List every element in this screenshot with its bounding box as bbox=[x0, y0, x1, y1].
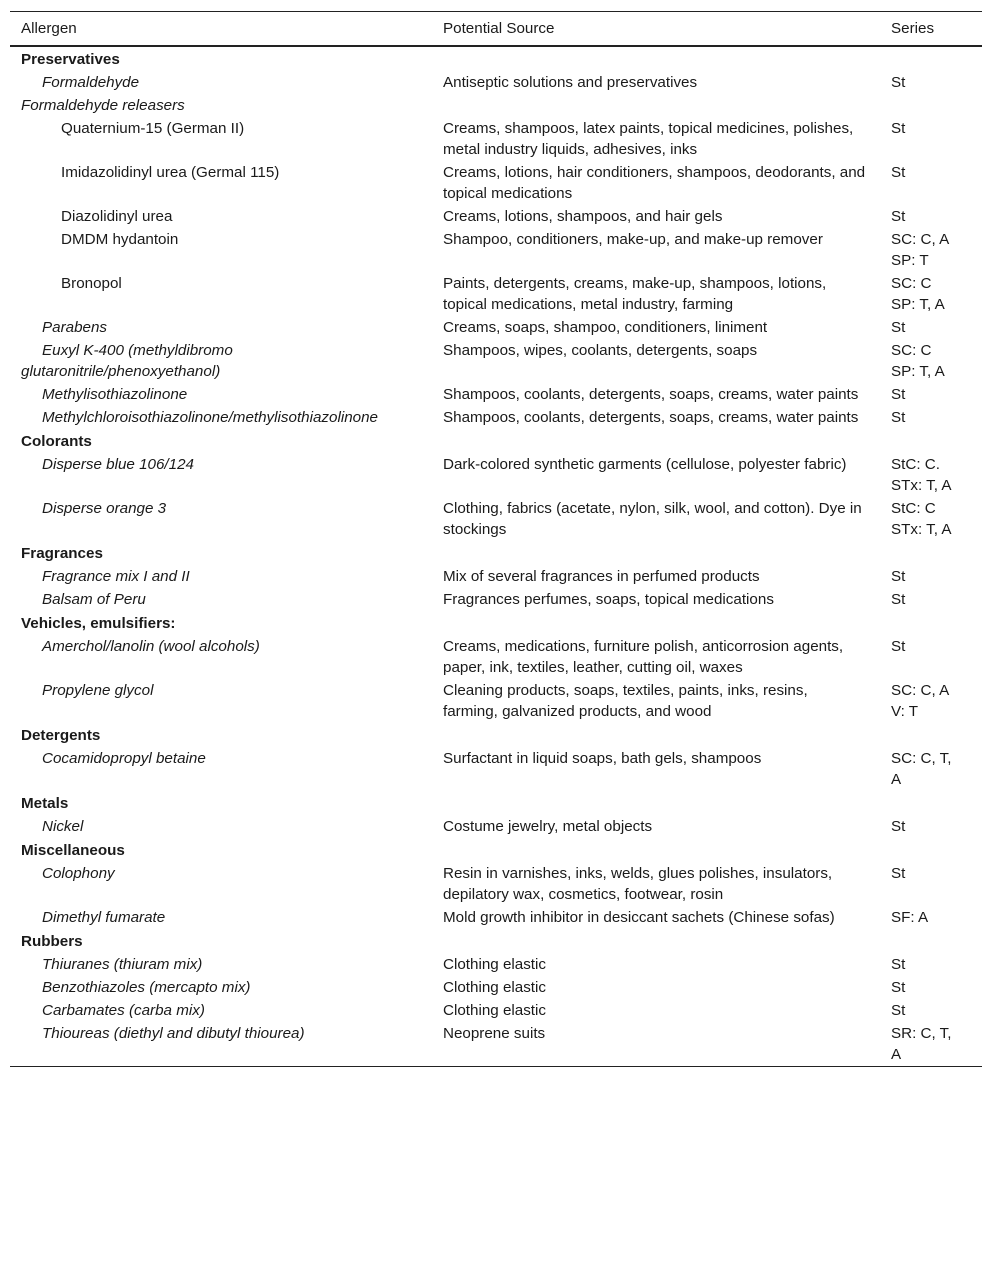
source-cell: Neoprene suits bbox=[432, 1022, 890, 1067]
series-cell bbox=[890, 383, 982, 406]
category-label: Detergents bbox=[21, 727, 101, 744]
table-row bbox=[10, 228, 982, 272]
table-row bbox=[10, 635, 982, 679]
series-cell bbox=[890, 272, 982, 316]
series-cell bbox=[890, 635, 982, 679]
source-cell: Creams, medications, furniture polish, anticorrosion agents, paper, ink, textiles, leather, cutting oil, waxes bbox=[443, 638, 844, 676]
source-cell: Clothing, fabrics (acetate, nylon, silk, wool, and cotton). Dye in stockings bbox=[443, 500, 862, 538]
source-cell: Surfactant in liquid soaps, bath gels, shampoos bbox=[443, 750, 762, 767]
allergen-cell: Disperse blue 106/124 bbox=[42, 456, 194, 473]
table-row bbox=[10, 71, 982, 94]
source-cell: Creams, shampoos, latex paints, topical medicines, polishes, metal industry liquids, adhesives, inks bbox=[443, 120, 854, 158]
series-line: StC: C bbox=[891, 500, 936, 517]
category-label: Preservatives bbox=[21, 51, 120, 68]
allergen-cell: Formaldehyde bbox=[42, 74, 140, 91]
series-cell bbox=[890, 453, 982, 497]
series-line: SP: T, A bbox=[891, 363, 945, 380]
series-line: SC: C, A bbox=[891, 682, 950, 699]
series-line: SC: C bbox=[891, 342, 932, 359]
source-cell: Dark-colored synthetic garments (cellulose, polyester fabric) bbox=[443, 456, 847, 473]
allergen-cell: Thiuranes (thiuram mix) bbox=[42, 956, 203, 973]
table-row bbox=[10, 815, 982, 838]
allergen-cell: Colophony bbox=[42, 865, 115, 882]
header-potential-source: Potential Source bbox=[432, 12, 890, 47]
series-line: SR: C, T, A bbox=[891, 1025, 952, 1063]
table-row bbox=[10, 453, 982, 497]
category-row bbox=[10, 929, 982, 953]
source-cell: Mix of several fragrances in perfumed products bbox=[443, 568, 760, 585]
series-line: SP: T, A bbox=[891, 296, 945, 313]
series-cell bbox=[890, 815, 982, 838]
series-line: V: T bbox=[891, 703, 919, 720]
source-cell: Shampoos, coolants, detergents, soaps, creams, water paints bbox=[443, 409, 859, 426]
series-line: SC: C bbox=[891, 275, 932, 292]
category-label: Colorants bbox=[21, 433, 92, 450]
series-line: StC: C. bbox=[891, 456, 940, 473]
series-cell bbox=[890, 747, 982, 791]
series-cell bbox=[890, 228, 982, 272]
table-row bbox=[10, 999, 982, 1022]
allergen-cell: Methylchloroisothiazolinone/methylisothiazolinone bbox=[42, 409, 379, 426]
allergen-cell: Diazolidinyl urea bbox=[61, 208, 173, 225]
category-label: Metals bbox=[21, 795, 69, 812]
subcategory-label: Formaldehyde releasers bbox=[21, 97, 185, 114]
series-cell bbox=[890, 906, 982, 929]
series-line: STx: T, A bbox=[891, 477, 952, 494]
table-row bbox=[10, 565, 982, 588]
table-row bbox=[10, 339, 982, 383]
source-cell: Shampoos, wipes, coolants, detergents, soaps bbox=[443, 342, 758, 359]
table-row bbox=[10, 747, 982, 791]
category-label: Fragrances bbox=[21, 545, 103, 562]
category-row bbox=[10, 791, 982, 815]
allergen-cell: Balsam of Peru bbox=[42, 591, 146, 608]
table-header-row bbox=[10, 12, 982, 47]
table-row bbox=[10, 406, 982, 429]
table-row bbox=[10, 1022, 982, 1067]
source-cell: Resin in varnishes, inks, welds, glues polishes, insulators, depilatory wax, cosmetics, footwear, rosin bbox=[443, 865, 833, 903]
table-row bbox=[10, 862, 982, 906]
table-body bbox=[10, 46, 982, 1067]
series-cell bbox=[890, 953, 982, 976]
series-cell bbox=[890, 999, 982, 1022]
series-cell bbox=[890, 497, 982, 541]
series-line: SC: C, A bbox=[891, 231, 950, 248]
series-line: St bbox=[891, 818, 906, 835]
series-line: St bbox=[891, 409, 906, 426]
allergen-cell: Disperse orange 3 bbox=[42, 500, 167, 517]
category-row bbox=[10, 611, 982, 635]
allergen-cell: Carbamates (carba mix) bbox=[42, 1002, 205, 1019]
series-cell bbox=[890, 976, 982, 999]
series-line: St bbox=[891, 591, 906, 608]
allergen-cell: Quaternium-15 (German II) bbox=[61, 120, 245, 137]
allergen-table-container bbox=[10, 11, 982, 1269]
allergen-cell: Parabens bbox=[42, 319, 108, 336]
allergen-cell: Dimethyl fumarate bbox=[42, 909, 166, 926]
source-cell: Antiseptic solutions and preservatives bbox=[443, 74, 698, 91]
category-row bbox=[10, 46, 982, 71]
table-row bbox=[10, 953, 982, 976]
category-row bbox=[10, 429, 982, 453]
source-cell: Clothing elastic bbox=[443, 1002, 546, 1019]
allergen-cell: Fragrance mix I and II bbox=[42, 568, 190, 585]
category-row bbox=[10, 541, 982, 565]
source-cell: Creams, lotions, shampoos, and hair gels bbox=[443, 208, 723, 225]
series-cell bbox=[890, 161, 982, 205]
source-cell: Cleaning products, soaps, textiles, paints, inks, resins, farming, galvanized products, and wood bbox=[443, 682, 808, 720]
allergen-cell: Bronopol bbox=[61, 275, 122, 292]
series-line: St bbox=[891, 1002, 906, 1019]
allergen-table bbox=[10, 11, 982, 1067]
table-row bbox=[10, 117, 982, 161]
allergen-cell: Amerchol/lanolin (wool alcohols) bbox=[42, 638, 260, 655]
series-cell bbox=[890, 205, 982, 228]
table-row bbox=[10, 906, 982, 929]
allergen-cell: DMDM hydantoin bbox=[61, 231, 179, 248]
source-cell: Shampoos, coolants, detergents, soaps, creams, water paints bbox=[443, 386, 859, 403]
series-cell bbox=[890, 588, 982, 611]
series-cell bbox=[890, 71, 982, 94]
subcategory-row bbox=[10, 94, 982, 117]
series-cell bbox=[890, 117, 982, 161]
series-cell bbox=[890, 406, 982, 429]
series-line: St bbox=[891, 865, 906, 882]
series-line: St bbox=[891, 386, 906, 403]
source-cell: Paints, detergents, creams, make-up, shampoos, lotions, topical medications, metal industry, farming bbox=[443, 275, 827, 313]
header-allergen: Allergen bbox=[10, 12, 432, 47]
category-label: Vehicles, emulsifiers: bbox=[21, 615, 176, 632]
table-row bbox=[10, 976, 982, 999]
series-line: St bbox=[891, 74, 906, 91]
series-line: St bbox=[891, 120, 906, 137]
source-cell: Creams, soaps, shampoo, conditioners, liniment bbox=[443, 319, 768, 336]
series-cell bbox=[890, 862, 982, 906]
series-line: St bbox=[891, 956, 906, 973]
source-cell: Mold growth inhibitor in desiccant sachets (Chinese sofas) bbox=[443, 909, 835, 926]
allergen-cell: Propylene glycol bbox=[42, 682, 154, 699]
category-row bbox=[10, 723, 982, 747]
series-line: SF: A bbox=[891, 909, 929, 926]
series-line: St bbox=[891, 208, 906, 225]
source-cell: Costume jewelry, metal objects bbox=[443, 818, 653, 835]
table-row bbox=[10, 497, 982, 541]
table-row bbox=[10, 679, 982, 723]
table-row bbox=[10, 383, 982, 406]
table-row bbox=[10, 205, 982, 228]
allergen-cell: Thioureas (diethyl and dibutyl thiourea) bbox=[10, 1022, 432, 1067]
allergen-cell: Cocamidopropyl betaine bbox=[42, 750, 206, 767]
allergen-cell: Euxyl K-400 (methyldibromo glutaronitrile/phenoxyethanol) bbox=[21, 342, 233, 380]
source-cell: Fragrances perfumes, soaps, topical medications bbox=[443, 591, 774, 608]
series-line: St bbox=[891, 979, 906, 996]
series-line: St bbox=[891, 638, 906, 655]
source-cell: Creams, lotions, hair conditioners, shampoos, deodorants, and topical medications bbox=[443, 164, 866, 202]
series-cell bbox=[890, 316, 982, 339]
category-label: Rubbers bbox=[21, 933, 83, 950]
series-cell bbox=[890, 339, 982, 383]
series-line: St bbox=[891, 319, 906, 336]
source-cell: Shampoo, conditioners, make-up, and make-up remover bbox=[443, 231, 823, 248]
series-cell bbox=[890, 565, 982, 588]
table-row bbox=[10, 272, 982, 316]
series-line: St bbox=[891, 568, 906, 585]
allergen-cell: Benzothiazoles (mercapto mix) bbox=[42, 979, 251, 996]
allergen-cell: Imidazolidinyl urea (Germal 115) bbox=[61, 164, 280, 181]
source-cell: Clothing elastic bbox=[443, 979, 546, 996]
series-cell bbox=[890, 679, 982, 723]
table-row bbox=[10, 316, 982, 339]
allergen-cell: Methylisothiazolinone bbox=[42, 386, 188, 403]
header-series: Series bbox=[890, 12, 982, 47]
category-label: Miscellaneous bbox=[21, 842, 125, 859]
allergen-cell: Nickel bbox=[42, 818, 84, 835]
series-line: SC: C, T, A bbox=[891, 750, 952, 788]
table-row bbox=[10, 161, 982, 205]
table-row bbox=[10, 588, 982, 611]
source-cell: Clothing elastic bbox=[443, 956, 546, 973]
series-cell bbox=[890, 1022, 982, 1067]
category-row bbox=[10, 838, 982, 862]
series-line: SP: T bbox=[891, 252, 929, 269]
series-line: St bbox=[891, 164, 906, 181]
series-line: STx: T, A bbox=[891, 521, 952, 538]
